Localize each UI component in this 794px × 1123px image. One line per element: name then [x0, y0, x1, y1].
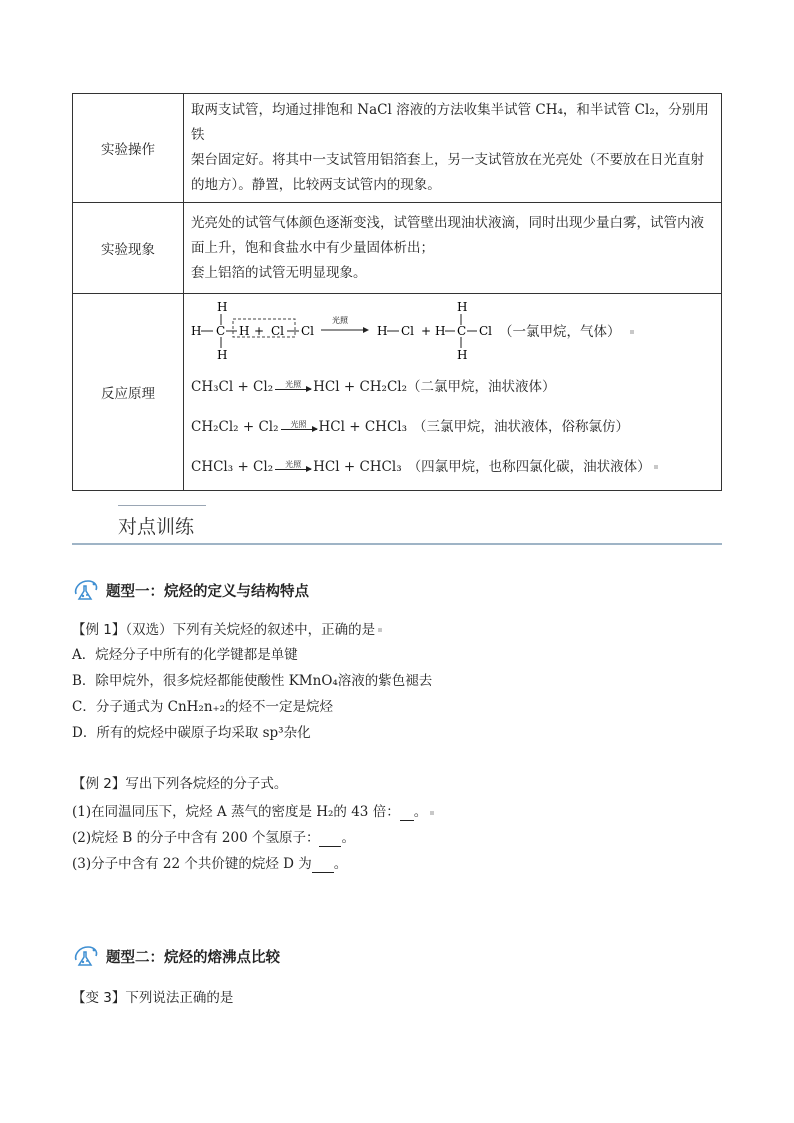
svg-text:H: H: [191, 324, 202, 338]
svg-text:C: C: [457, 324, 467, 338]
table-row: [73, 294, 722, 491]
svg-text:Cl: Cl: [271, 324, 285, 338]
text-line: 架台固定好。将其中一支试管用铝箔套上，另一支试管放在光亮处（不要放在日光直射: [191, 152, 704, 168]
flask-icon: [72, 944, 100, 968]
question-type-heading: [72, 944, 280, 968]
svg-text:H: H: [239, 324, 250, 338]
flask-icon: [72, 578, 100, 602]
text-line: 取两支试管，均通过排饱和 NaCl 溶液的方法收集半试管 CH₄，和半试管 Cl₂，分别用铁: [191, 102, 709, 143]
reaction-arrow: 光照: [275, 380, 311, 394]
svg-text:Cl: Cl: [401, 324, 415, 338]
text-line: 光亮处的试管气体颜色逐渐变浅，试管壁出现油状液滴，同时出现少量白雾，试管内液: [191, 214, 704, 231]
reaction-line: CH₂Cl₂ + Cl₂ 光照 HCl + CHCl₃ （三氯甲烷，油状液体，俗称氯仿）: [191, 418, 630, 435]
row-label: 反应原理: [73, 294, 184, 491]
structural-reaction: [191, 297, 715, 367]
option: A．烷烃分子中所有的化学键都是单键: [72, 647, 298, 663]
question-item: (3)分子中含有 22 个共价键的烷烃 D 为 。: [72, 856, 348, 872]
question-item: (1)在同温同压下，烷烃 A 蒸气的密度是 H₂的 43 倍： 。: [72, 800, 434, 821]
question-item: (2)烷烃 B 的分子中含有 200 个氢原子： 。: [72, 830, 355, 846]
anchor-mark: [630, 330, 634, 334]
option: C．分子通式为 CnH₂n₊₂的烃不一定是烷烃: [72, 699, 334, 715]
row-content: [184, 294, 722, 491]
section-title: 对点训练: [118, 516, 195, 538]
svg-text:Cl: Cl: [479, 324, 493, 338]
svg-text:H: H: [377, 324, 388, 338]
svg-text:H: H: [217, 348, 228, 362]
question-type-title: 题型一：烷烃的定义与结构特点: [106, 583, 309, 600]
question-type-title: 题型二：烷烃的熔沸点比较: [106, 949, 280, 966]
experiment-table: [72, 93, 722, 491]
reaction-arrow: 光照: [281, 420, 317, 434]
row-label: 实验操作: [73, 94, 184, 203]
question-type-heading: [72, 578, 309, 602]
reaction-line: CHCl₃ + Cl₂ 光照 HCl + CHCl₃ （四氯甲烷，也称四氯化碳，油状液体）: [191, 447, 715, 487]
svg-text:+: +: [421, 324, 432, 338]
option: B．除甲烷外，很多烷烃都能使酸性 KMnO₄溶液的紫色褪去: [72, 673, 433, 689]
table-row: [73, 203, 722, 294]
row-content: [184, 94, 722, 203]
section-rule-top: [118, 505, 206, 506]
reaction-note: （一氯甲烷，气体）: [499, 324, 621, 340]
reaction-line: CH₃Cl + Cl₂ 光照 HCl + CH₂Cl₂ （二氯甲烷，油状液体）: [191, 378, 556, 395]
svg-text:C: C: [216, 324, 226, 338]
svg-text:H: H: [435, 324, 446, 338]
text-line: 面上升，饱和食盐水中有少量固体析出；: [191, 239, 434, 256]
text-line: 的地方）。静置，比较两支试管内的现象。: [191, 177, 441, 193]
example-stem: 【变 3】下列说法正确的是: [72, 990, 234, 1006]
svg-text:H: H: [457, 300, 468, 314]
anchor-mark: [654, 465, 658, 469]
text-line: 套上铝箔的试管无明显现象。: [191, 264, 367, 281]
svg-text:H: H: [457, 348, 468, 362]
example-stem: 【例 1】（双选）下列有关烷烃的叙述中，正确的是: [72, 618, 382, 638]
svg-text:+: +: [254, 324, 265, 338]
svg-text:H: H: [217, 300, 228, 314]
row-content: [184, 203, 722, 294]
svg-text:Cl: Cl: [301, 324, 315, 338]
reaction-arrow: 光照: [275, 460, 311, 474]
svg-text:光照: 光照: [332, 316, 348, 325]
table-row: [73, 94, 722, 203]
option: D．所有的烷烃中碳原子均采取 sp³杂化: [72, 725, 311, 741]
row-label: 实验现象: [73, 203, 184, 294]
section-rule: [72, 543, 722, 545]
example-stem: 【例 2】写出下列各烷烃的分子式。: [72, 776, 288, 792]
